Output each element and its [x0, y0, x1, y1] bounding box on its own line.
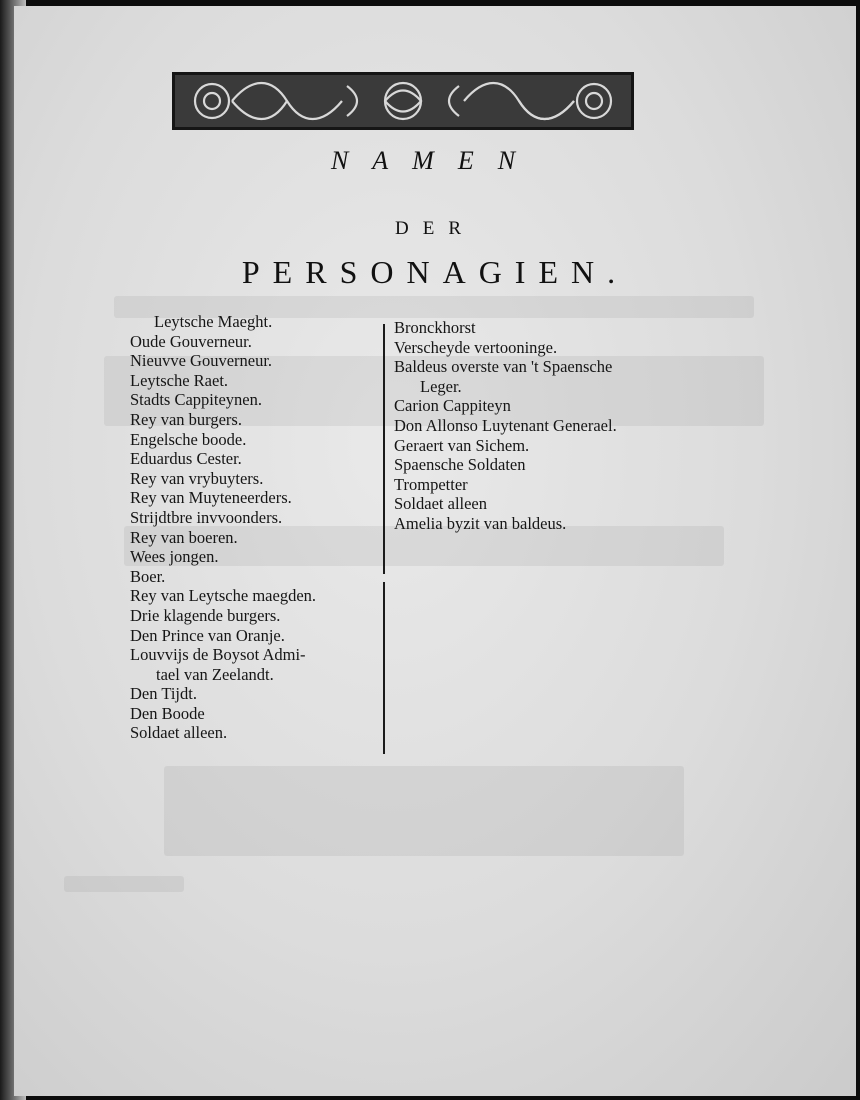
character-name: Den Tijdt.	[130, 684, 197, 704]
bleed-through-mark	[64, 876, 184, 892]
character-name: Strijdtbre invvoonders.	[130, 507, 283, 527]
character-name: Drie klagende burgers.	[130, 605, 281, 625]
character-name: Rey van boeren.	[130, 527, 238, 547]
character-name: Leytsche Raet.	[130, 370, 229, 390]
character-name: Eduardus Cester.	[130, 449, 242, 469]
character-name: Soldaet alleen.	[130, 723, 228, 743]
character-name: Louvvijs de Boysot Admi-	[130, 645, 306, 665]
character-name: Leytsche Maeght.	[154, 312, 273, 331]
character-name-continuation: Leger.	[420, 376, 462, 396]
character-name: Rey van vrybuyters.	[130, 468, 264, 488]
character-name: Trompetter	[394, 474, 468, 494]
character-name: Amelia byzit van baldeus.	[394, 513, 567, 533]
character-name: Engelsche boode.	[130, 429, 247, 449]
title-der: DER	[395, 218, 475, 239]
character-name: Bronckhorst	[394, 318, 476, 337]
character-name: Wees jongen.	[130, 547, 219, 567]
character-name: Spaensche Soldaten	[394, 455, 526, 475]
bleed-through-mark	[164, 766, 684, 856]
character-name: Rey van Muyteneerders.	[130, 488, 292, 508]
character-name: Verscheyde vertooninge.	[394, 337, 558, 357]
character-name: Soldaet alleen	[394, 494, 488, 514]
character-name: Geraert van Sichem.	[394, 435, 530, 455]
character-list-left	[130, 312, 380, 743]
character-list-right	[394, 318, 694, 534]
column-divider-rule	[383, 582, 385, 754]
character-name: Carion Cappiteyn	[394, 396, 511, 416]
title-personagien: PERSONAGIEN.	[241, 254, 629, 290]
book-page	[14, 6, 856, 1096]
character-name: Den Boode	[130, 703, 205, 723]
character-name: Stadts Cappiteynen.	[130, 390, 262, 410]
character-name: Boer.	[130, 566, 166, 586]
decorative-headpiece-ornament	[172, 72, 634, 130]
column-divider-rule	[383, 324, 385, 574]
character-name-continuation: tael van Zeelandt.	[156, 664, 274, 684]
character-name: Don Allonso Luytenant Generael.	[394, 415, 617, 435]
title-namen: NAMEN	[330, 146, 540, 175]
character-name: Nieuvve Gouverneur.	[130, 351, 273, 371]
character-name: Den Prince van Oranje.	[130, 625, 285, 645]
character-name: Oude Gouverneur.	[130, 331, 252, 351]
character-name: Baldeus overste van 't Spaensche	[394, 357, 613, 377]
character-name: Rey van Leytsche maegden.	[130, 586, 317, 606]
character-name: Rey van burgers.	[130, 409, 242, 429]
